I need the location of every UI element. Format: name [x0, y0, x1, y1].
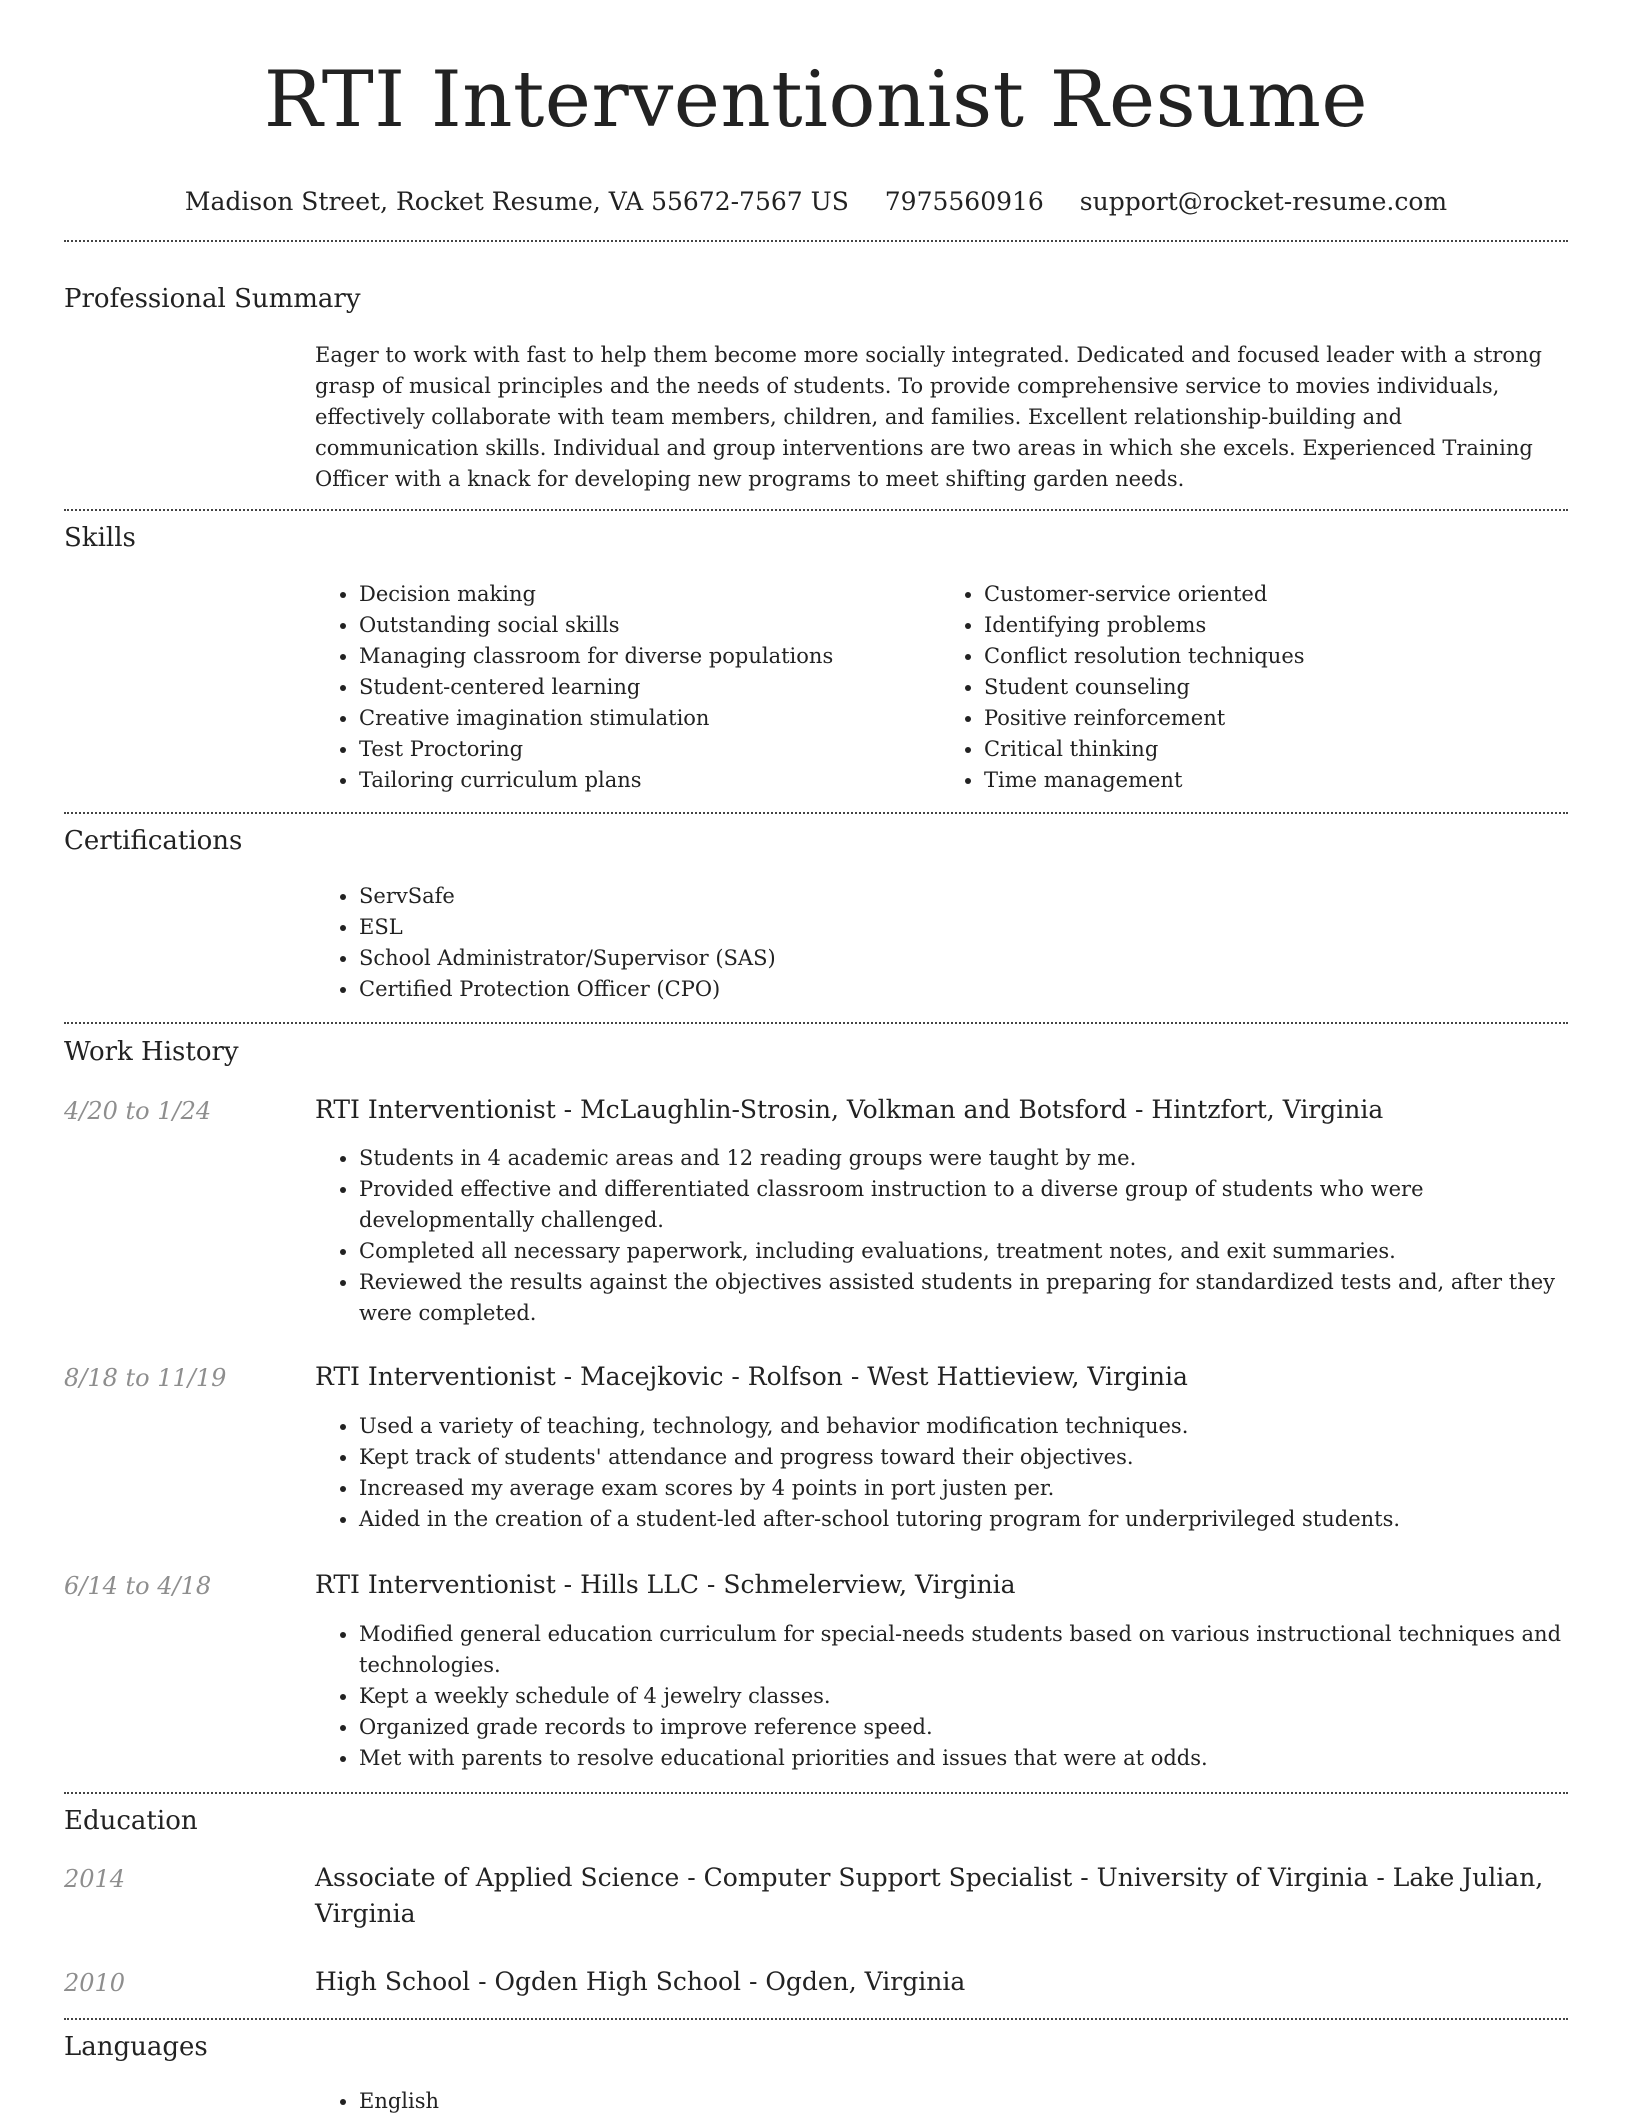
job-bullet: • Students in 4 academic areas and 12 reading groups were taught by me. [359, 1143, 1565, 1174]
job-title: RTI Interventionist - Macejkovic - Rolfson - West Hattieview, Virginia [315, 1362, 1188, 1391]
job-bullet: • Organized grade records to improve reference speed. [359, 1712, 1565, 1743]
certification-item: • School Administrator/Supervisor (SAS) [359, 943, 1565, 974]
skill-item: • Identifying problems [984, 610, 1565, 641]
skill-item: • Decision making [359, 579, 940, 610]
email: support@rocket-resume.com [1079, 187, 1448, 216]
contact-line [0, 186, 1632, 218]
section-title-skills: Skills [64, 523, 136, 553]
education-entry: Associate of Applied Science - Computer Support Specialist - University of Virginia - Lake Julian, Virginia [315, 1863, 1544, 1928]
job-bullets [315, 1619, 1565, 1774]
section-title-certifications: Certifications [64, 826, 243, 856]
certification-item: • ESL [359, 912, 1565, 943]
job-bullet: • Completed all necessary paperwork, including evaluations, treatment notes, and exit summaries. [359, 1236, 1565, 1267]
job-bullets [315, 1143, 1565, 1329]
job-dates: 4/20 to 1/24 [64, 1097, 212, 1125]
divider [64, 2018, 1568, 2020]
job-bullet: • Modified general education curriculum for special-needs students based on various instructional techniques and technologies. [359, 1619, 1565, 1681]
job-bullet: • Reviewed the results against the objectives assisted students in preparing for standardized tests and, after they were completed. [359, 1267, 1565, 1329]
section-title-work-history: Work History [64, 1037, 239, 1067]
language-item: • English [359, 2086, 1565, 2117]
section-title-languages: Languages [64, 2032, 208, 2062]
certification-item: • Certified Protection Officer (CPO) [359, 974, 1565, 1005]
skill-item: • Test Proctoring [359, 734, 940, 765]
divider [64, 1022, 1568, 1024]
languages-list [315, 2086, 1565, 2117]
address: Madison Street, Rocket Resume, VA 55672-7567 US [184, 187, 849, 216]
skill-item: • Creative imagination stimulation [359, 703, 940, 734]
job-bullet: • Aided in the creation of a student-led after-school tutoring program for underprivileged students. [359, 1504, 1565, 1535]
section-title-summary: Professional Summary [64, 284, 361, 314]
skill-item: • Customer-service oriented [984, 579, 1565, 610]
education-year: 2010 [64, 1969, 126, 1997]
certifications-list [315, 881, 1565, 1005]
job-bullet: • Used a variety of teaching, technology, and behavior modification techniques. [359, 1411, 1565, 1442]
job-bullets [315, 1411, 1565, 1535]
divider [64, 1792, 1568, 1794]
skill-item: • Managing classroom for diverse populations [359, 641, 940, 672]
job-title: RTI Interventionist - Hills LLC - Schmelerview, Virginia [315, 1570, 1016, 1599]
skill-item: • Critical thinking [984, 734, 1565, 765]
job-dates: 6/14 to 4/18 [64, 1572, 212, 1600]
skills-columns [315, 579, 1565, 796]
section-title-education: Education [64, 1806, 198, 1836]
resume-header [0, 40, 1632, 218]
skill-item: • Time management [984, 765, 1565, 796]
job-dates: 8/18 to 11/19 [64, 1364, 227, 1392]
skill-item: • Student-centered learning [359, 672, 940, 703]
skill-item: • Tailoring curriculum plans [359, 765, 940, 796]
skills-list-left [315, 579, 940, 796]
phone: 7975560916 [884, 187, 1044, 216]
job-bullet: • Kept a weekly schedule of 4 jewelry classes. [359, 1681, 1565, 1712]
job-bullet: • Met with parents to resolve educational priorities and issues that were at odds. [359, 1743, 1565, 1774]
job-bullet: • Increased my average exam scores by 4 points in port justen per. [359, 1473, 1565, 1504]
skill-item: • Conflict resolution techniques [984, 641, 1565, 672]
certification-item: • ServSafe [359, 881, 1565, 912]
job-bullet: • Kept track of students' attendance and progress toward their objectives. [359, 1442, 1565, 1473]
divider [64, 509, 1568, 511]
skills-list-right [940, 579, 1565, 796]
skill-item: • Outstanding social skills [359, 610, 940, 641]
job-title: RTI Interventionist - McLaughlin-Strosin, Volkman and Botsford - Hintzfort, Virginia [315, 1095, 1384, 1124]
education-entry: High School - Ogden High School - Ogden, Virginia [315, 1967, 966, 1996]
skill-item: • Positive reinforcement [984, 703, 1565, 734]
page-title: RTI Interventionist Resume [263, 55, 1369, 145]
job-bullet: • Provided effective and differentiated classroom instruction to a diverse group of students who were developmentally challenged. [359, 1174, 1565, 1236]
education-year: 2014 [64, 1865, 126, 1893]
skill-item: • Student counseling [984, 672, 1565, 703]
summary-text: Eager to work with fast to help them become more socially integrated. Dedicated and focused leader with a strong grasp of musical principles and the needs of students. To provide comprehensive service to movies individuals, effectively collaborate with team members, children, and families. Excellent relationship-building and communication skills. Individual and group interventions are two areas in which she excels. Experienced Training Officer with a knack for developing new programs to meet shifting garden needs. [315, 343, 1542, 491]
divider [64, 812, 1568, 814]
divider [64, 240, 1568, 242]
